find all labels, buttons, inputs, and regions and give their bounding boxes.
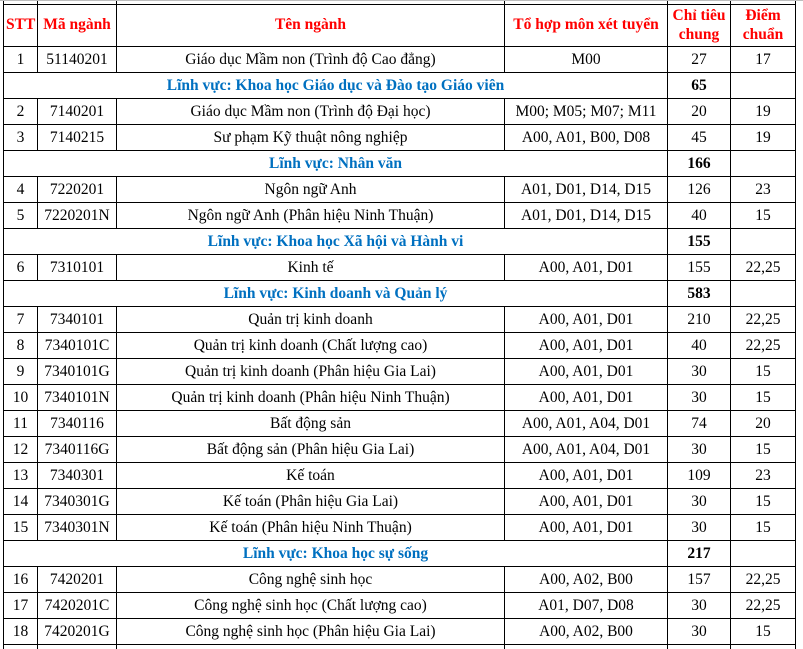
cell-diem-chuan: 20	[731, 411, 796, 437]
cell-diem-chuan: 23	[731, 463, 796, 489]
admission-table-body	[4, 47, 796, 645]
cell-ten-nganh: Công nghệ sinh học (Phân hiệu Gia Lai)	[117, 619, 505, 645]
cell-to-hop: A00, A01, D01	[505, 489, 668, 515]
cell-stt: 14	[4, 489, 38, 515]
section-label: Lĩnh vực: Khoa học Xã hội và Hành vi	[4, 229, 668, 255]
cell-stt: 12	[4, 437, 38, 463]
table-row	[4, 125, 796, 151]
cell-ma-nganh: 51140201	[38, 47, 117, 73]
cell-ten-nganh: Kế toán (Phân hiệu Gia Lai)	[117, 489, 505, 515]
cell-diem-chuan	[731, 151, 796, 177]
table-container	[3, 0, 799, 649]
cell-diem-chuan: 22,25	[731, 593, 796, 619]
table-row	[4, 385, 796, 411]
table-row	[4, 307, 796, 333]
cell-stt: 2	[4, 99, 38, 125]
empty-cell	[117, 645, 505, 649]
cell-to-hop: A00, A02, B00	[505, 567, 668, 593]
table-row	[4, 515, 796, 541]
cell-stt: 8	[4, 333, 38, 359]
cell-ten-nganh: Kinh tế	[117, 255, 505, 281]
cell-chi-tieu: 45	[668, 125, 731, 151]
cell-to-hop: A01, D01, D14, D15	[505, 177, 668, 203]
table-row	[4, 619, 796, 645]
section-row	[4, 73, 796, 99]
cell-diem-chuan: 22,25	[731, 307, 796, 333]
table-row	[4, 203, 796, 229]
table-row	[4, 333, 796, 359]
cell-diem-chuan	[731, 541, 796, 567]
empty-cell	[38, 645, 117, 649]
cell-ma-nganh: 7420201C	[38, 593, 117, 619]
cell-chi-tieu: 27	[668, 47, 731, 73]
cell-ten-nganh: Quản trị kinh doanh	[117, 307, 505, 333]
cell-to-hop: A00, A01, D01	[505, 359, 668, 385]
cell-to-hop: A00, A01, B00, D08	[505, 125, 668, 151]
cell-chi-tieu: 30	[668, 385, 731, 411]
cell-ten-nganh: Bất động sản	[117, 411, 505, 437]
header-to-hop: Tổ hợp môn xét tuyển	[505, 5, 668, 47]
cell-ma-nganh: 7340301N	[38, 515, 117, 541]
cell-ten-nganh: Quản trị kinh doanh (Phân hiệu Ninh Thuận)	[117, 385, 505, 411]
cell-diem-chuan	[731, 229, 796, 255]
cell-chi-tieu: 30	[668, 489, 731, 515]
table-row	[4, 47, 796, 73]
cell-ma-nganh: 7420201	[38, 567, 117, 593]
cell-chi-tieu: 65	[668, 73, 731, 99]
cell-stt: 15	[4, 515, 38, 541]
empty-cell	[731, 645, 796, 649]
cell-diem-chuan: 15	[731, 437, 796, 463]
table-header-row	[4, 5, 796, 47]
cell-to-hop: A00, A02, B00	[505, 619, 668, 645]
cell-ma-nganh: 7140215	[38, 125, 117, 151]
cell-diem-chuan: 19	[731, 125, 796, 151]
cell-diem-chuan: 15	[731, 515, 796, 541]
cell-chi-tieu: 157	[668, 567, 731, 593]
cell-diem-chuan: 22,25	[731, 333, 796, 359]
cell-stt: 3	[4, 125, 38, 151]
cell-ten-nganh: Sư phạm Kỹ thuật nông nghiệp	[117, 125, 505, 151]
header-ma-nganh: Mã ngành	[38, 5, 117, 47]
cell-to-hop: A00, A01, D01	[505, 255, 668, 281]
cell-ma-nganh: 7140201	[38, 99, 117, 125]
cell-diem-chuan: 15	[731, 385, 796, 411]
cell-ma-nganh: 7340101C	[38, 333, 117, 359]
table-row	[4, 593, 796, 619]
header-diem-chuan: Điểm chuẩn	[731, 5, 796, 47]
cell-ten-nganh: Giáo dục Mầm non (Trình độ Đại học)	[117, 99, 505, 125]
section-label: Lĩnh vực: Nhân văn	[4, 151, 668, 177]
cell-diem-chuan: 15	[731, 359, 796, 385]
section-label: Lĩnh vực: Khoa học sự sống	[4, 541, 668, 567]
cell-stt: 16	[4, 567, 38, 593]
cell-stt: 11	[4, 411, 38, 437]
cell-chi-tieu: 30	[668, 359, 731, 385]
cell-ten-nganh: Quản trị kinh doanh (Phân hiệu Gia Lai)	[117, 359, 505, 385]
cell-ma-nganh: 7340301	[38, 463, 117, 489]
cell-ten-nganh: Công nghệ sinh học (Chất lượng cao)	[117, 593, 505, 619]
cell-ten-nganh: Quản trị kinh doanh (Chất lượng cao)	[117, 333, 505, 359]
cell-stt: 1	[4, 47, 38, 73]
cell-ma-nganh: 7420201G	[38, 619, 117, 645]
cell-stt: 13	[4, 463, 38, 489]
cell-chi-tieu: 126	[668, 177, 731, 203]
cell-ten-nganh: Giáo dục Mầm non (Trình độ Cao đẳng)	[117, 47, 505, 73]
cell-chi-tieu: 30	[668, 593, 731, 619]
cell-to-hop: A00, A01, D01	[505, 333, 668, 359]
section-label: Lĩnh vực: Khoa học Giáo dục và Đào tạo Giáo viên	[4, 73, 668, 99]
cell-ten-nganh: Ngôn ngữ Anh	[117, 177, 505, 203]
cell-to-hop: A01, D07, D08	[505, 593, 668, 619]
cell-chi-tieu: 40	[668, 333, 731, 359]
cell-ma-nganh: 7340301G	[38, 489, 117, 515]
cell-stt: 10	[4, 385, 38, 411]
cell-diem-chuan	[731, 281, 796, 307]
header-chi-tieu: Chỉ tiêu chung	[668, 5, 731, 47]
section-row	[4, 229, 796, 255]
cell-chi-tieu: 166	[668, 151, 731, 177]
cell-to-hop: M00	[505, 47, 668, 73]
cell-stt: 7	[4, 307, 38, 333]
admission-table	[3, 0, 796, 649]
cell-stt: 17	[4, 593, 38, 619]
cell-stt: 9	[4, 359, 38, 385]
cell-ma-nganh: 7340101N	[38, 385, 117, 411]
cell-chi-tieu: 217	[668, 541, 731, 567]
cell-ma-nganh: 7220201N	[38, 203, 117, 229]
cell-to-hop: A01, D01, D14, D15	[505, 203, 668, 229]
empty-cell	[4, 645, 38, 649]
cell-ma-nganh: 7310101	[38, 255, 117, 281]
table-row	[4, 255, 796, 281]
table-row	[4, 567, 796, 593]
table-row	[4, 489, 796, 515]
cell-stt: 4	[4, 177, 38, 203]
cell-chi-tieu: 210	[668, 307, 731, 333]
cell-ten-nganh: Bất động sản (Phân hiệu Gia Lai)	[117, 437, 505, 463]
cell-chi-tieu: 109	[668, 463, 731, 489]
cell-ma-nganh: 7220201	[38, 177, 117, 203]
top-edge-line	[0, 0, 803, 1]
header-stt: STT	[4, 5, 38, 47]
cell-ten-nganh: Kế toán	[117, 463, 505, 489]
cell-diem-chuan: 22,25	[731, 255, 796, 281]
cell-to-hop: A00, A01, D01	[505, 385, 668, 411]
cell-chi-tieu: 155	[668, 255, 731, 281]
cell-ma-nganh: 7340116	[38, 411, 117, 437]
cell-chi-tieu: 583	[668, 281, 731, 307]
cell-to-hop: A00, A01, A04, D01	[505, 411, 668, 437]
empty-cell	[505, 645, 668, 649]
table-row	[4, 359, 796, 385]
cell-ten-nganh: Kế toán (Phân hiệu Ninh Thuận)	[117, 515, 505, 541]
empty-cell	[668, 645, 731, 649]
cell-diem-chuan: 23	[731, 177, 796, 203]
section-row	[4, 151, 796, 177]
cell-stt: 5	[4, 203, 38, 229]
cell-stt: 6	[4, 255, 38, 281]
cell-diem-chuan: 15	[731, 619, 796, 645]
cell-to-hop: A00, A01, D01	[505, 515, 668, 541]
cell-chi-tieu: 155	[668, 229, 731, 255]
table-row	[4, 411, 796, 437]
cell-to-hop: A00, A01, D01	[505, 307, 668, 333]
cell-chi-tieu: 30	[668, 515, 731, 541]
cell-diem-chuan: 19	[731, 99, 796, 125]
section-label: Lĩnh vực: Kinh doanh và Quản lý	[4, 281, 668, 307]
table-row	[4, 99, 796, 125]
cell-chi-tieu: 30	[668, 437, 731, 463]
cell-ten-nganh: Công nghệ sinh học	[117, 567, 505, 593]
cell-diem-chuan: 17	[731, 47, 796, 73]
header-ten-nganh: Tên ngành	[117, 5, 505, 47]
cell-diem-chuan	[731, 73, 796, 99]
cell-ma-nganh: 7340101	[38, 307, 117, 333]
cell-chi-tieu: 30	[668, 619, 731, 645]
cell-ma-nganh: 7340116G	[38, 437, 117, 463]
cell-chi-tieu: 74	[668, 411, 731, 437]
table-row	[4, 437, 796, 463]
cell-ma-nganh: 7340101G	[38, 359, 117, 385]
section-row	[4, 281, 796, 307]
table-row	[4, 177, 796, 203]
partial-row-bottom	[4, 645, 796, 649]
cell-diem-chuan: 15	[731, 489, 796, 515]
section-row	[4, 541, 796, 567]
cell-to-hop: M00; M05; M07; M11	[505, 99, 668, 125]
cell-to-hop: A00, A01, D01	[505, 463, 668, 489]
cell-ten-nganh: Ngôn ngữ Anh (Phân hiệu Ninh Thuận)	[117, 203, 505, 229]
cell-chi-tieu: 20	[668, 99, 731, 125]
cell-to-hop: A00, A01, A04, D01	[505, 437, 668, 463]
cell-diem-chuan: 15	[731, 203, 796, 229]
cell-stt: 18	[4, 619, 38, 645]
cell-diem-chuan: 22,25	[731, 567, 796, 593]
table-row	[4, 463, 796, 489]
cell-chi-tieu: 40	[668, 203, 731, 229]
